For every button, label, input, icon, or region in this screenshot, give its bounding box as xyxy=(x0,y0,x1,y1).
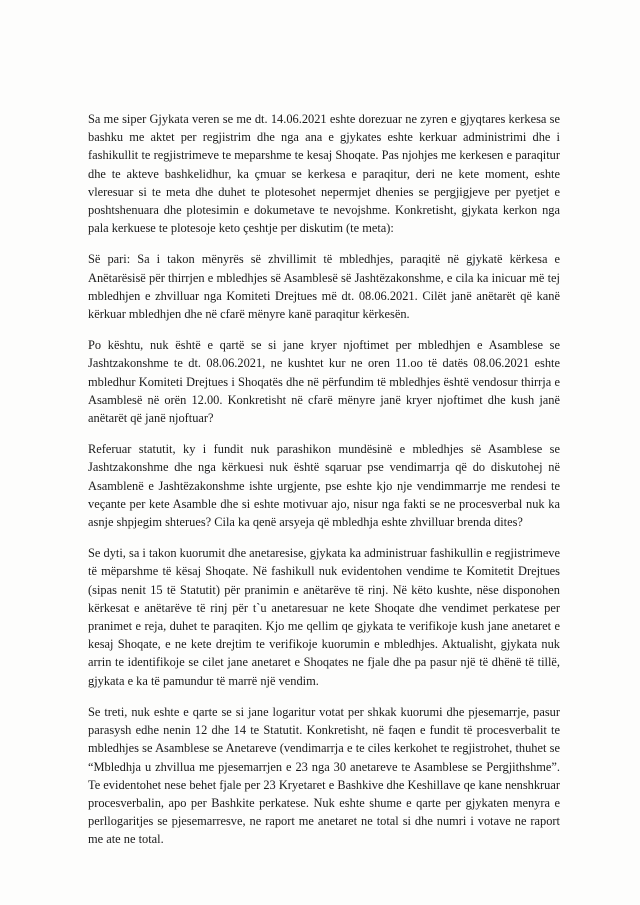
paragraph-statute-reference: Referuar statutit, ky i fundit nuk parashikon mundësinë e mbledhjes së Asamblese se Jashtzakonshme dhe nga kërkuesi nuk është sqaruar pse vendimarrja që do diskutohej në Asamblenë e Jashtëzakonshme ishte urgjente, pse eshte kjo nje vendimmarrje me rendesi te veçante per kete Asamble dhe si eshte motivuar ajo, nisur nga fakti se ne procesverbal nuk ka asnje shpjegim shterues? Cila ka qenë arsyeja që mbledhja eshte zhvilluar brenda dites? xyxy=(88,442,560,530)
paragraph-request-summary: Sa me siper Gjykata veren se me dt. 14.06.2021 eshte dorezuar ne zyren e gjyqtares kerkesa se bashku me aktet per regjistrim dhe nga ana e gjykates eshte kerkuar administrimi dhe i fashikullit te regjistrimeve te meparshme te kesaj Shoqate. Pas njohjes me kerkesen e paraqitur dhe te akteve bashkelidhur, ka çmuar se kerkesa e paraqitur, deri ne kete moment, eshte vleresuar si te meta dhe duhet te plotesohet nepermjet dhenies se pergjigjeve per pyetjet e poshtshenuara dhe plotesimin e dokumetave te nevojshme. Konkretisht, gjykata kerkon nga pala kerkuese te plotesoje keto çeshtje per diskutim (te meta): xyxy=(88,112,560,236)
paragraph-second-point: Se dyti, sa i takon kuorumit dhe anetaresise, gjykata ka administruar fashikullin e regjistrimeve të mëparshme të kësaj Shoqate. Në fashikull nuk evidentohen vendime te Komitetit Drejtues (sipas nenit 15 të Statutit) për pranimin e anëtarëve të rinj. Në këto kushte, nëse disponohen kërkesat e anëtarëve të rinj për t`u anetaresuar ne kete Shoqate dhe vendimet perkatese per pranimet e reja, duhet te paraqiten. Kjo me qellim qe gjykata te verifikoje kush jane anetaret e kesaj Shoqate, e ne kete drejtim te verifikoje kuorumin e mbledhjes. Aktualisht, gjykata nuk arrin te identifikoje se cilet jane anetaret e Shoqates ne fjale dhe pa pasur një të dhënë të tillë, gjykata e ka të pamundur të marrë një vendim. xyxy=(88,546,560,688)
paragraph-notifications: Po kështu, nuk është e qartë se si jane kryer njoftimet per mbledhjen e Asamblese se Jashtzakonshme te dt. 08.06.2021, ne kushtet kur ne oren 11.oo të datës 08.06.2021 eshte mbledhur Komiteti Drejtues i Shoqatës dhe në përfundim të mbledhjes është vendosur thirrja e Asamblesë në orën 12.00. Konkretisht në cfarë mënyre janë kryer njoftimet dhe kush janë anëtarët që janë njoftuar? xyxy=(88,338,560,426)
paragraph-first-point: Së pari: Sa i takon mënyrës së zhvillimit të mbledhjes, paraqitë në gjykatë kërkesa e Anëtarësisë për thirrjen e mbledhjes së Asamblesë së Jashtëzakonshme, e cila ka inicuar më tej mbledhjen e zhvilluar nga Komiteti Drejtues më dt. 08.06.2021. Cilët janë anëtarët që kanë kërkuar mbledhjen dhe në cfarë mënyre kanë paraqitur kërkesën. xyxy=(88,252,560,322)
paragraph-third-point: Se treti, nuk eshte e qarte se si jane logaritur votat per shkak kuorumi dhe pjesemarrje, pasur parasysh edhe nenin 12 dhe 14 te Statutit. Konkretisht, në faqen e fundit të procesverbalit te mbledhjes se Asamblese se Anetareve (vendimarrja e te ciles kerkohet te regjistrohet, thuhet se “Mbledhja u zhvillua me pjesemarrjen e 23 nga 30 anetareve te Asamblese se Pergjithshme”. Te evidentohet nese behet fjale per 23 Kryetaret e Bashkive dhe Keshillave qe kane nenshkruar procesverbalin, apo per Bashkite perkatese. Nuk eshte shume e qarte per gjykaten menyra e perllogaritjes se pjesemarresve, ne raport me anetaret ne total si dhe numri i votave ne raport me ate ne total. xyxy=(88,704,560,847)
document-body xyxy=(88,110,560,862)
